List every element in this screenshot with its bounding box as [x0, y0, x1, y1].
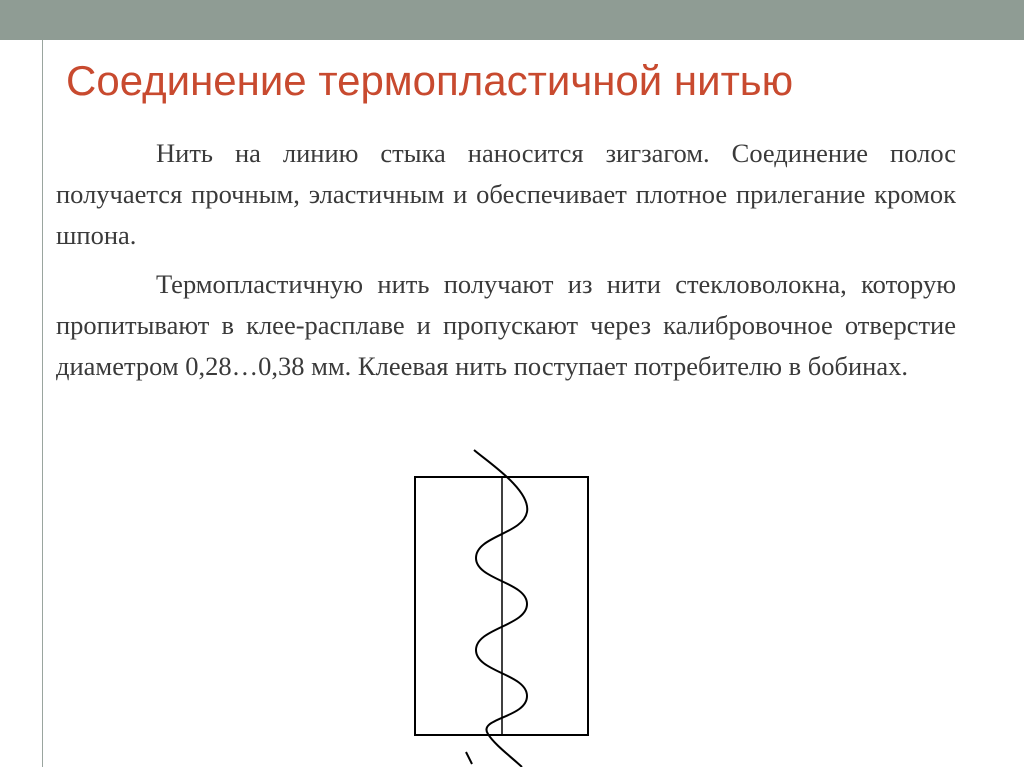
paragraph-2: Термопластичную нить получают из нити стекловолокна, которую пропитывают в клее-расплаве и пропускают через калибровочное отверстие диаметром 0,28…0,38 мм. Клеевая нить поступает потребителю в бобинах.: [56, 269, 956, 381]
thread-end-mark: [466, 752, 472, 764]
slide-title: Соединение термопластичной нитью: [66, 57, 794, 104]
slide-body: [56, 133, 956, 387]
thermoplastic-thread-wave: [474, 450, 527, 767]
paragraph-1: Нить на линию стыка наносится зигзагом. Соединение полос получается прочным, эластичным и обеспечивает плотное прилегание кромок шпона.: [56, 138, 956, 250]
left-divider-line: [42, 40, 43, 767]
zigzag-thread-diagram: [400, 440, 600, 767]
top-accent-bar: [0, 0, 1024, 40]
